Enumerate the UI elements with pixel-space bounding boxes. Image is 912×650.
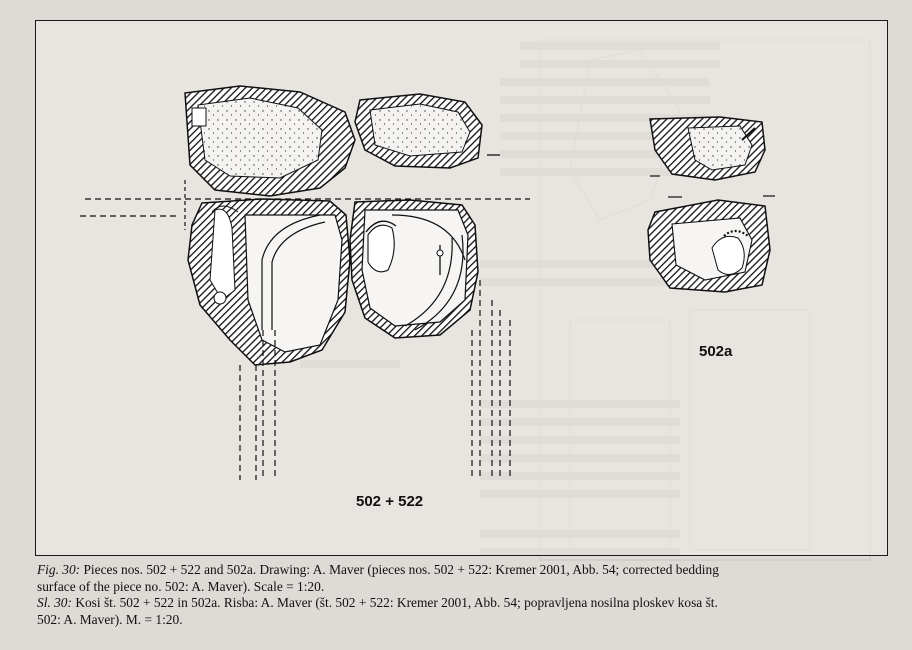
piece-502a-top-view	[650, 117, 765, 180]
figure-caption	[37, 562, 897, 628]
piece-522-top-view	[355, 94, 500, 168]
piece-502-front-view	[188, 199, 350, 365]
piece-522-front-view	[350, 200, 478, 338]
caption-sl-prefix: Sl. 30:	[37, 595, 72, 610]
caption-en-prefix: Fig. 30:	[37, 562, 81, 577]
piece-502a-front-view	[648, 200, 770, 292]
caption-sl-line1: Kosi št. 502 + 522 in 502a. Risba: A. Maver (št. 502 + 522: Kremer 2001, Abb. 54; popravljena nosilna ploskev kosa št.	[71, 595, 718, 610]
caption-en-line2: surface of the piece no. 502: A. Maver). Scale = 1:20.	[37, 578, 325, 594]
caption-slovene	[37, 595, 897, 612]
caption-sl-line2: 502: A. Maver). M. = 1:20.	[37, 611, 183, 627]
label-502a: 502a	[699, 343, 733, 360]
caption-en-line1: Pieces nos. 502 + 522 and 502a. Drawing: A. Maver (pieces nos. 502 + 522: Kremer 2001, Abb. 54; corrected bedding	[80, 562, 719, 577]
caption-english	[37, 562, 897, 579]
label-502-522: 502 + 522	[356, 493, 424, 510]
piece-502-top-view	[185, 86, 355, 196]
